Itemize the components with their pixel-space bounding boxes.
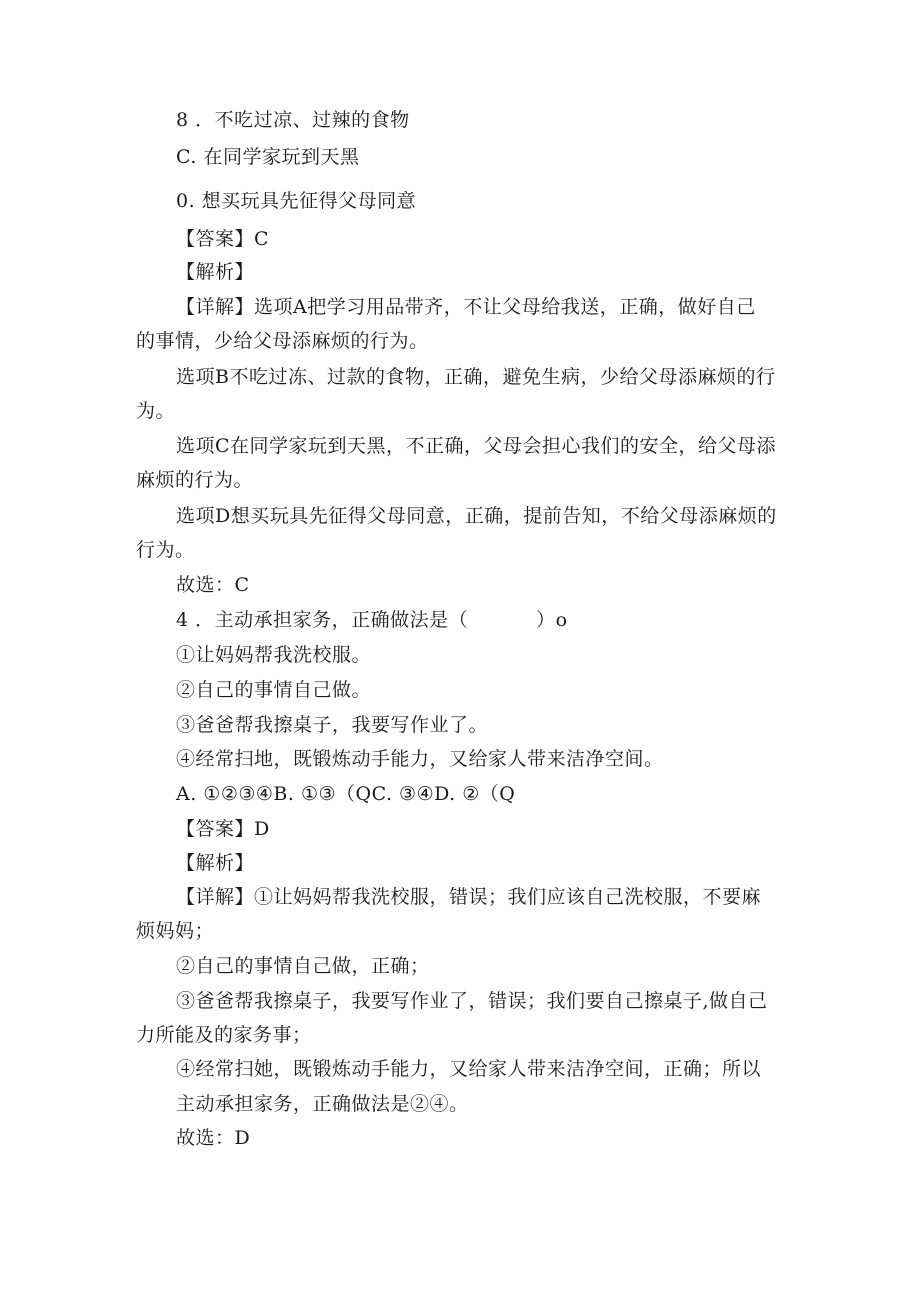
q3-detail-d-line1: 选项D想买玩具先征得父母同意，正确，提前告知，不给父母添麻烦的 (176, 505, 777, 527)
q4-item-3: ③爸爸帮我擦桌子，我要写作业了。 (176, 714, 489, 736)
q3-detail-c-line2: 麻烦的行为。 (136, 469, 254, 491)
q4-detail-4-line2: 主动承担家务，正确做法是②④。 (176, 1093, 469, 1115)
q4-detail-3-line2: 力所能及的家务事； (136, 1024, 312, 1046)
q4-detail-2: ②自己的事情自己做，正确； (176, 955, 430, 977)
q3-detail-b-line1: 选项B不吃过冻、过款的食物，正确，避免生病，少给父母添麻烦的行 (176, 366, 776, 388)
q4-item-4: ④经常扫地，既锻炼动手能力，又给家人带来洁净空间。 (176, 748, 664, 770)
q3-detail-a-line1: 【详解】选项A把学习用品带齐，不让父母给我送，正确，做好自己 (176, 296, 756, 318)
q4-stem-before: 4 ．主动承担家务，正确做法是（ (176, 609, 469, 631)
q4-item-2: ②自己的事情自己做。 (176, 679, 372, 701)
q3-option-c: C. 在同学家玩到天黑 (176, 146, 360, 168)
q3-option-d: 0. 想买玩具先征得父母同意 (176, 190, 417, 212)
q3-detail-b-line2: 为。 (136, 400, 176, 422)
q4-detail-3-line1: ③爸爸帮我擦桌子，我要写作业了，错误；我们要自己擦桌子,做自己 (176, 990, 768, 1012)
q3-detail-c-line1: 选项C在同学家玩到天黑，不正确，父母会担心我们的安全，给父母添 (176, 435, 777, 457)
q4-answer: 【答案】D (176, 818, 270, 840)
q3-detail-d-line2: 行为。 (136, 539, 195, 561)
q4-conclusion: 故选：D (176, 1127, 251, 1149)
q3-option-b: 8 ．不吃过凉、过辣的食物 (176, 109, 410, 131)
q4-item-1: ①让妈妈帮我洗校服。 (176, 644, 372, 666)
q3-analysis-heading: 【解析】 (176, 261, 255, 283)
q4-options: A. ①②③④B. ①③（QC. ③④D. ②（Q (176, 783, 516, 805)
q4-detail-1-line2: 烦妈妈； (136, 920, 215, 942)
q4-stem-after: ）o (536, 609, 568, 631)
q3-answer: 【答案】C (176, 228, 270, 250)
q4-detail-4-line1: ④经常扫她，既锻炼动手能力，又给家人带来洁净空间，正确；所以 (176, 1058, 762, 1080)
q4-detail-1-line1: 【详解】①让妈妈帮我洗校服，错误；我们应该自己洗校服，不要麻 (176, 886, 762, 908)
q3-conclusion: 故选：C (176, 574, 250, 596)
q4-analysis-heading: 【解析】 (176, 852, 255, 874)
q4-stem (176, 609, 568, 631)
q3-detail-a-line2: 的事情，少给父母添麻烦的行为。 (136, 330, 429, 352)
